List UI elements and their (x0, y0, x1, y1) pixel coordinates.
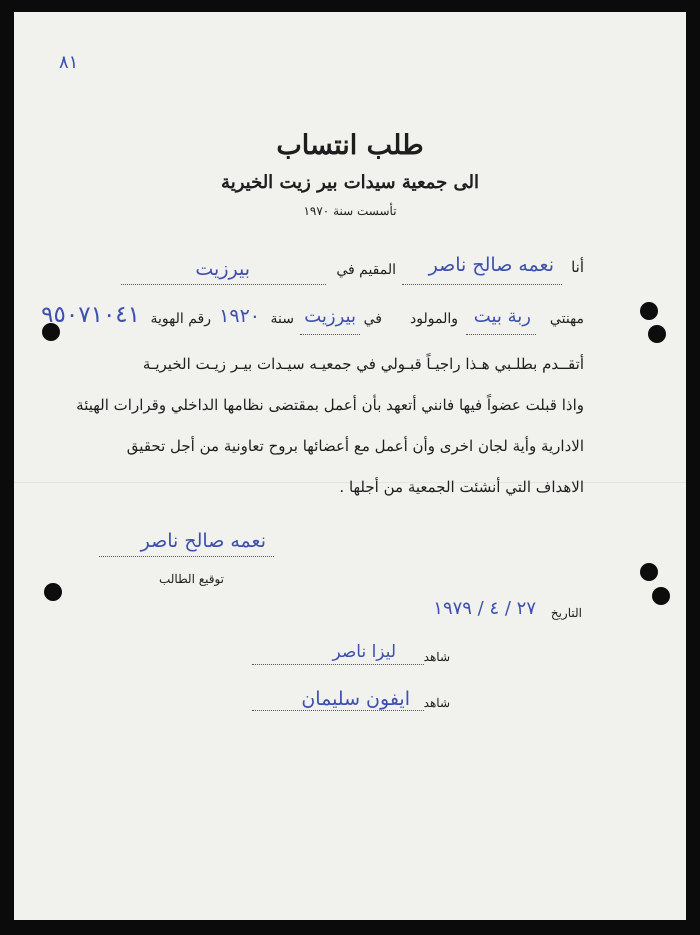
name-line (402, 284, 562, 285)
year-label: سنة (270, 311, 294, 327)
body-line-1: أتقــدم بطلـبي هـذا راجيـاً قبـولي في جمعيـه سيـدات بيـر زيـت الخيريـة (142, 355, 584, 373)
form-title: طلب انتساب (276, 130, 424, 161)
witness-2-label: شاهد (423, 696, 450, 710)
ana-label: أنا (571, 258, 584, 276)
birth-label: والمولود (410, 311, 458, 327)
date-value: ٢٧ / ٤ / ١٩٧٩ (433, 598, 536, 619)
punch-hole (652, 587, 670, 605)
witness-1-label: شاهد (423, 650, 450, 664)
birth-year: ١٩٢٠ (219, 305, 260, 327)
body-line-3: الادارية وأية لجان اخرى وأن أعمل مع أعضائها بروح تعاونية من أجل تحقيق (126, 437, 584, 455)
profession-line (466, 334, 536, 335)
witness-2-signature: ايفون سليمان (301, 688, 410, 710)
witness-2-line (252, 710, 424, 711)
form-sheet (14, 12, 686, 920)
birthplace-value: بيرزيت (304, 306, 356, 327)
date-label: التاريخ (550, 606, 582, 620)
signature-line (99, 556, 274, 557)
id-number: ٩٥٠٧١٠٤١ (41, 302, 140, 328)
witness-1-line (252, 664, 424, 665)
punch-hole (640, 563, 658, 581)
residence-value: بيرزيت (195, 258, 250, 280)
residence-label: المقيم في (336, 262, 396, 278)
applicant-signature: نعمه صالح ناصر (140, 530, 266, 552)
birthplace-line (300, 334, 360, 335)
residence-line (121, 284, 326, 285)
applicant-name: نعمه صالح ناصر (428, 254, 554, 276)
page-number: ٨١ (59, 52, 79, 73)
birth-in-label: في (363, 311, 382, 327)
punch-hole (640, 302, 658, 320)
profession-label: مهنتي (549, 311, 584, 327)
founded-year: تأسست سنة ١٩٧٠ (303, 204, 397, 218)
punch-hole (44, 583, 62, 601)
profession-value: ربة بيت (473, 306, 531, 327)
id-label: رقم الهوية (150, 311, 211, 327)
body-line-2: واذا قبلت عضواً فيها فانني أتعهد بأن أعمل بمقتضى نظامها الداخلي وقرارات الهيئة (76, 396, 584, 414)
punch-hole (648, 325, 666, 343)
association-name: الى جمعية سيدات بير زيت الخيرية (221, 172, 479, 193)
witness-1-signature: ليزا ناصر (332, 642, 396, 662)
body-line-4: الاهداف التي أنشئت الجمعية من أجلها . (339, 478, 584, 496)
signature-label: توقيع الطالب (158, 572, 224, 586)
